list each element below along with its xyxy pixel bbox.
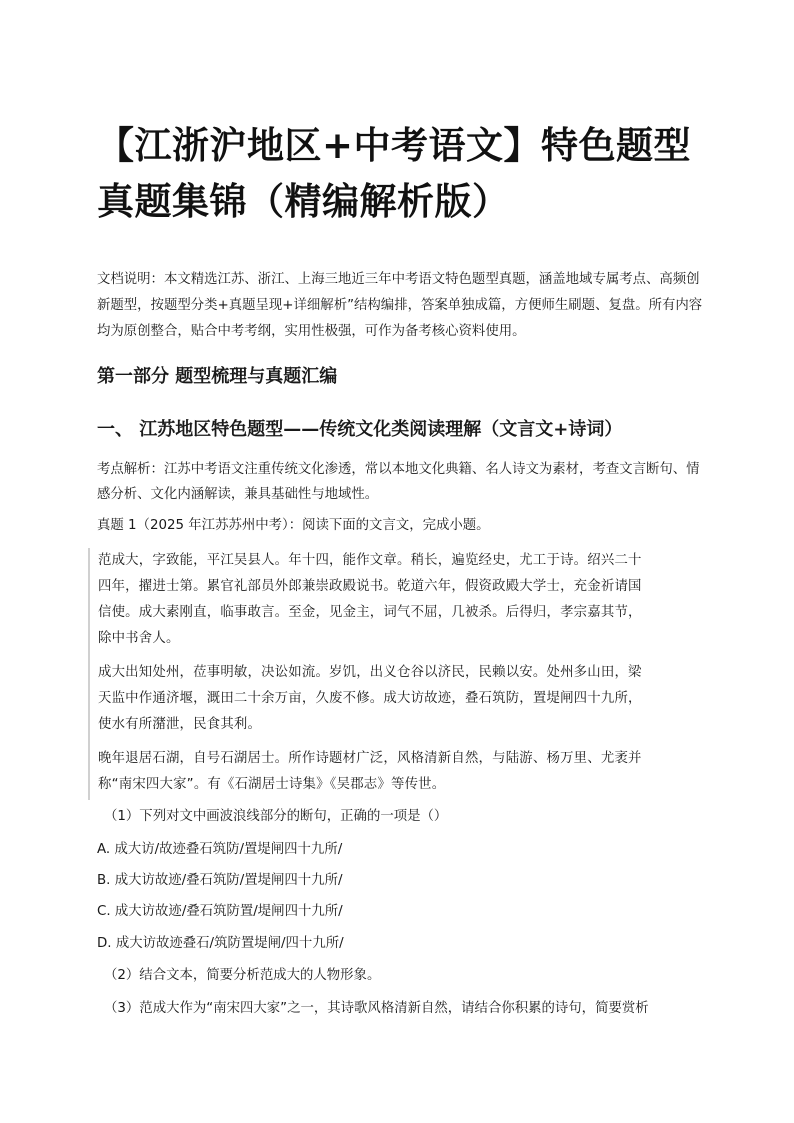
option-a: A. 成大访/故迹叠石筑防/置堤闸四十九所/ [97, 842, 343, 857]
question-2: （2）结合文本，简要分析范成大的人物形象。 [104, 968, 381, 983]
option-d: D. 成大访故迹叠石/筑防置堤闸/四十九所/ [97, 936, 344, 951]
passage-paragraph-2: 成大出知处州，莅事明敏，决讼如流。岁饥，出义仓谷以济民，民赖以安。处州多山田，梁天监中作通济堰，溉田二十余万亩，久废不修。成大访故迹，叠石筑防，置堤闸四十九所，使水有所潴泄，民食其利。 [98, 665, 642, 732]
question-intro: 真题 1（2025 年江苏苏州中考）：阅读下面的文言文，完成小题。 [97, 518, 490, 533]
section-heading: 一、 江苏地区特色题型——传统文化类阅读理解（文言文+诗词） [97, 419, 623, 440]
question-3: （3）范成大作为“南宋四大家”之一，其诗歌风格清新自然，请结合你积累的诗句，简要赏析 [104, 1001, 649, 1016]
passage-paragraph-3: 晚年退居石湖，自号石湖居士。所作诗题材广泛，风格清新自然，与陆游、杨万里、尤袤并称“南宋四大家”。有《石湖居士诗集》《吴郡志》等传世。 [98, 751, 642, 792]
document-description: 文档说明：本文精选江苏、浙江、上海三地近三年中考语文特色题型真题，涵盖地域专属考点、高频创新题型，按题型分类+真题呈现+详细解析”结构编排，答案单独成篇，方便师生刷题、复盘。所有内容均为原创整合，贴合中考考纲，实用性极强，可作为备考核心资料使用。 [97, 272, 703, 339]
option-c: C. 成大访故迹/叠石筑防置/堤闸四十九所/ [97, 904, 343, 919]
passage-paragraph-1: 范成大，字致能，平江吴县人。年十四，能作文章。稍长，遍览经史，尤工于诗。绍兴二十四年，擢进士第。累官礼部员外郎兼崇政殿说书。乾道六年，假资政殿大学士，充金祈请国信使。成大素刚直，临事敢言。至金，见金主，词气不屈，几被杀。后得归，孝宗嘉其节，除中书舍人。 [98, 553, 642, 646]
passage-blockquote [88, 548, 646, 800]
part-heading: 第一部分 题型梳理与真题汇编 [97, 366, 338, 387]
document-title: 【江浙沪地区+中考语文】特色题型真题集锦（精编解析版） [97, 124, 692, 223]
question-1: （1）下列对文中画波浪线部分的断句，正确的一项是（） [104, 809, 448, 824]
analysis-paragraph: 考点解析：江苏中考语文注重传统文化渗透，常以本地文化典籍、名人诗文为素材，考查文言断句、情感分析、文化内涵解读，兼具基础性与地域性。 [97, 462, 700, 502]
option-b: B. 成大访故迹/叠石筑防/置堤闸四十九所/ [97, 873, 343, 888]
